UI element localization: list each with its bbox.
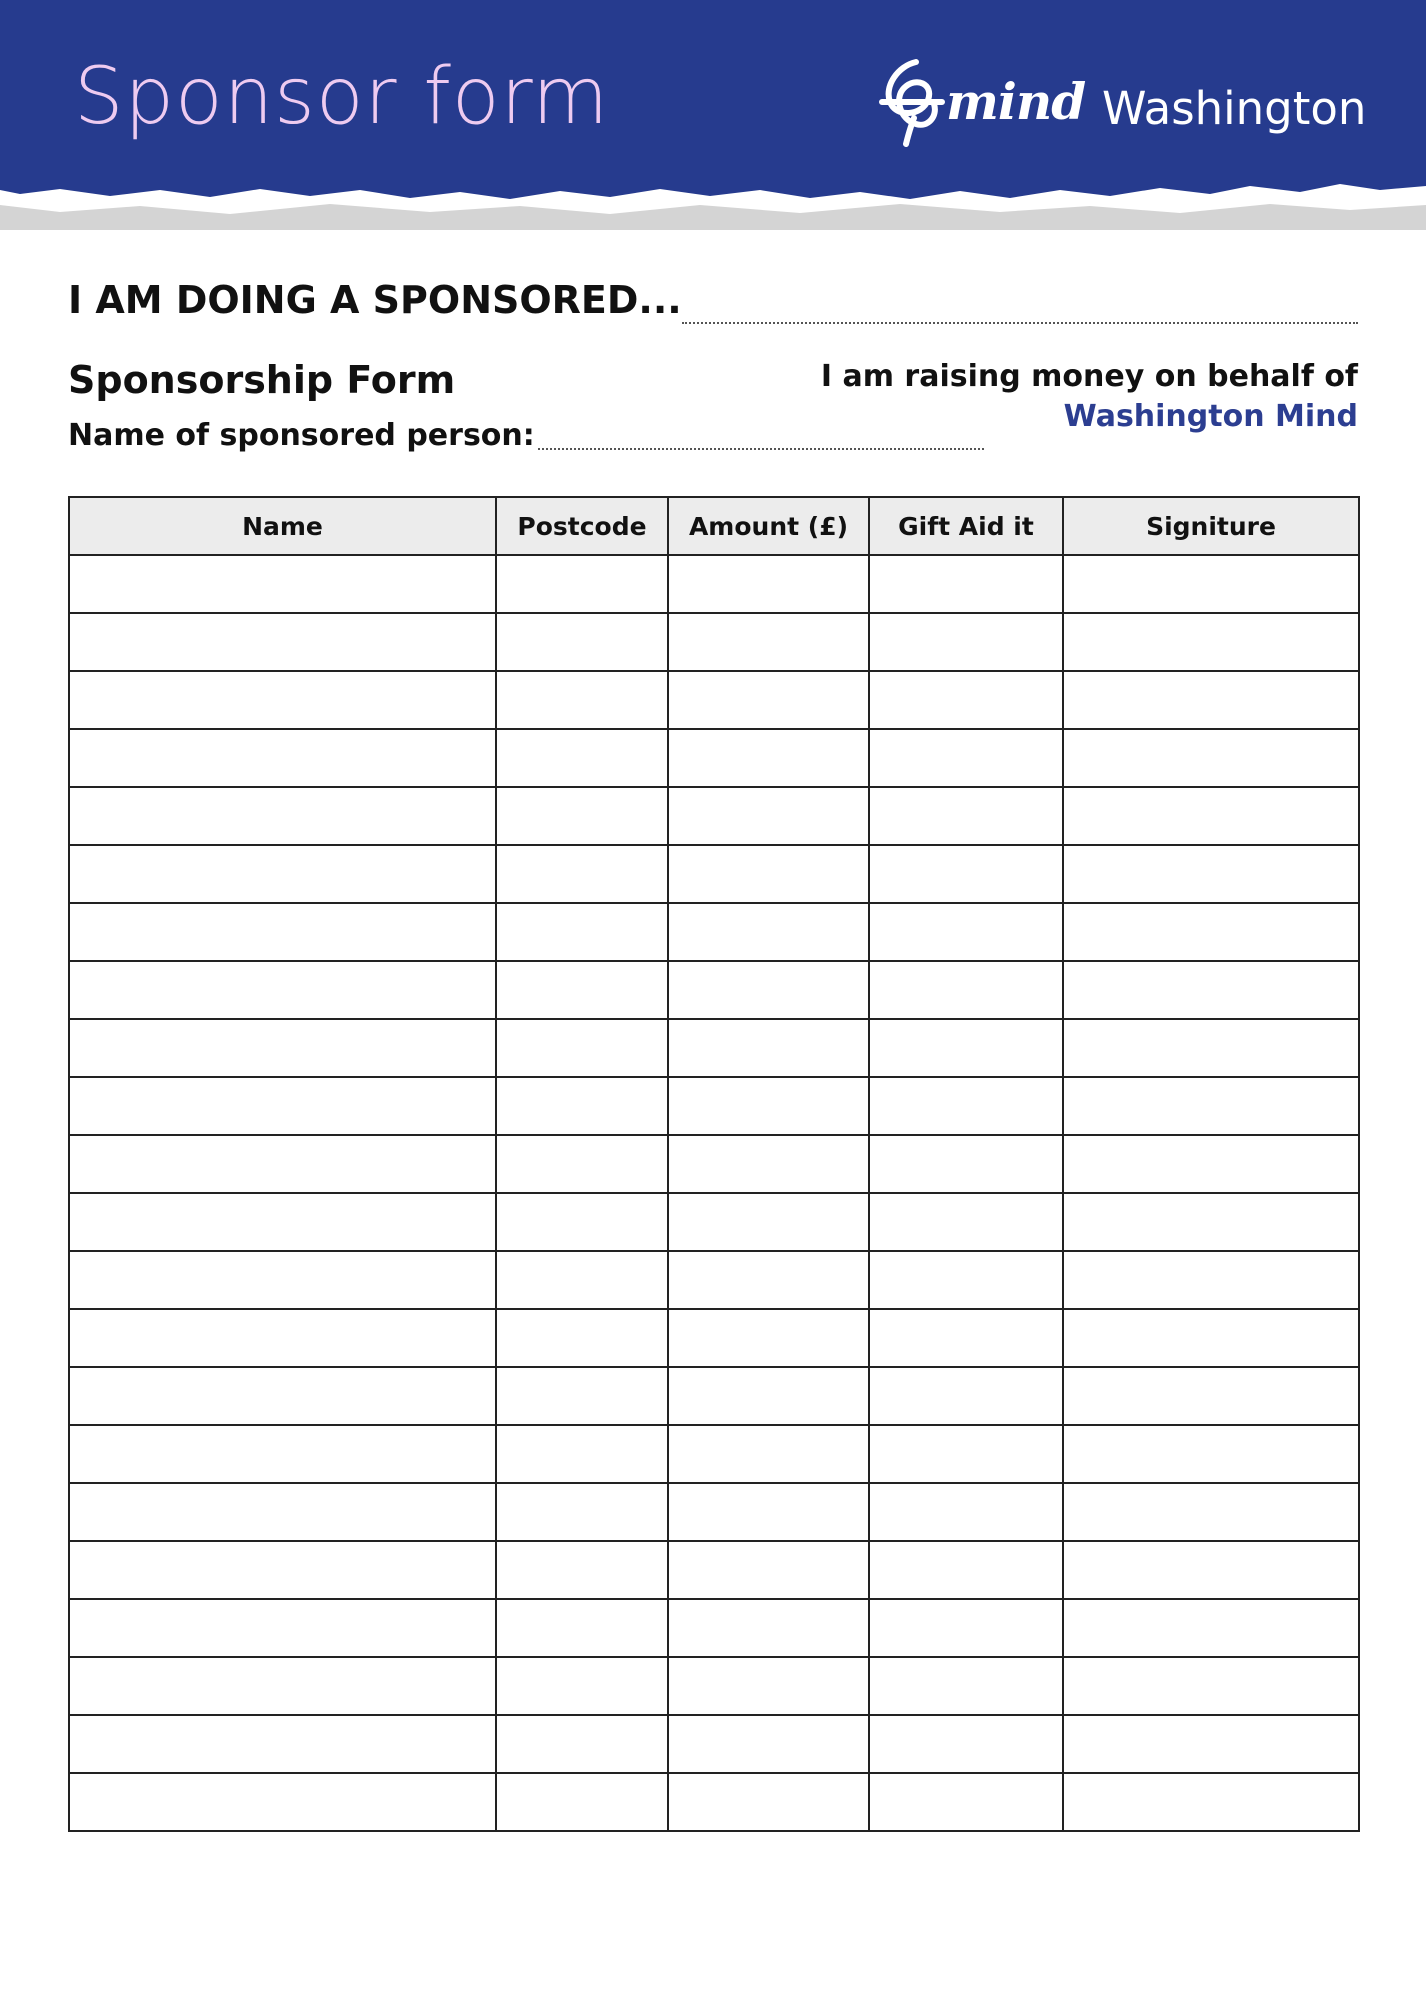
- table-row: [69, 671, 1359, 729]
- header-banner: [0, 0, 1426, 230]
- name-cell[interactable]: [69, 729, 496, 787]
- gift-aid-cell[interactable]: [869, 845, 1063, 903]
- name-cell[interactable]: [69, 1773, 496, 1831]
- postcode-cell[interactable]: [496, 1309, 668, 1367]
- postcode-cell[interactable]: [496, 903, 668, 961]
- gift-aid-cell[interactable]: [869, 1309, 1063, 1367]
- form-title: Sponsorship Form: [68, 358, 456, 402]
- name-cell[interactable]: [69, 1135, 496, 1193]
- gift-aid-cell[interactable]: [869, 729, 1063, 787]
- postcode-cell[interactable]: [496, 671, 668, 729]
- gift-aid-cell[interactable]: [869, 1425, 1063, 1483]
- mind-scribble-icon: [876, 58, 948, 148]
- signature-cell[interactable]: [1063, 845, 1359, 903]
- column-header-name: Name: [69, 497, 496, 555]
- signature-cell[interactable]: [1063, 1135, 1359, 1193]
- postcode-cell[interactable]: [496, 1251, 668, 1309]
- signature-cell[interactable]: [1063, 671, 1359, 729]
- amount-cell[interactable]: [668, 1135, 869, 1193]
- gift-aid-cell[interactable]: [869, 1251, 1063, 1309]
- signature-cell[interactable]: [1063, 555, 1359, 613]
- name-cell[interactable]: [69, 1541, 496, 1599]
- amount-cell[interactable]: [668, 1541, 869, 1599]
- postcode-cell[interactable]: [496, 1599, 668, 1657]
- amount-cell[interactable]: [668, 845, 869, 903]
- postcode-cell[interactable]: [496, 1483, 668, 1541]
- column-header-postcode: Postcode: [496, 497, 668, 555]
- amount-cell[interactable]: [668, 671, 869, 729]
- gift-aid-cell[interactable]: [869, 1135, 1063, 1193]
- signature-cell[interactable]: [1063, 1541, 1359, 1599]
- name-cell[interactable]: [69, 903, 496, 961]
- table-row: [69, 903, 1359, 961]
- signature-cell[interactable]: [1063, 1251, 1359, 1309]
- amount-cell[interactable]: [668, 1425, 869, 1483]
- table-row: [69, 1193, 1359, 1251]
- signature-cell[interactable]: [1063, 1715, 1359, 1773]
- gift-aid-cell[interactable]: [869, 787, 1063, 845]
- signature-cell[interactable]: [1063, 1019, 1359, 1077]
- signature-cell[interactable]: [1063, 787, 1359, 845]
- table-row: [69, 555, 1359, 613]
- signature-cell[interactable]: [1063, 613, 1359, 671]
- amount-cell[interactable]: [668, 1193, 869, 1251]
- amount-cell[interactable]: [668, 1715, 869, 1773]
- logo-place-text: Washington: [1102, 82, 1367, 135]
- gift-aid-cell[interactable]: [869, 1367, 1063, 1425]
- name-cell[interactable]: [69, 1251, 496, 1309]
- logo-mind-text: mind: [946, 72, 1086, 131]
- postcode-cell[interactable]: [496, 729, 668, 787]
- amount-cell[interactable]: [668, 1309, 869, 1367]
- raising-text: I am raising money on behalf of: [820, 359, 1358, 394]
- gift-aid-cell[interactable]: [869, 961, 1063, 1019]
- raising-on-behalf: [821, 357, 1358, 437]
- table-row: [69, 1135, 1359, 1193]
- mind-washington-logo: [876, 54, 1367, 154]
- signature-cell[interactable]: [1063, 1077, 1359, 1135]
- signature-cell[interactable]: [1063, 1193, 1359, 1251]
- name-cell[interactable]: [69, 1367, 496, 1425]
- amount-cell[interactable]: [668, 1599, 869, 1657]
- table-row: [69, 1077, 1359, 1135]
- gift-aid-cell[interactable]: [869, 1483, 1063, 1541]
- amount-cell[interactable]: [668, 787, 869, 845]
- amount-cell[interactable]: [668, 1483, 869, 1541]
- postcode-cell[interactable]: [496, 1657, 668, 1715]
- amount-cell[interactable]: [668, 613, 869, 671]
- postcode-cell[interactable]: [496, 1715, 668, 1773]
- gift-aid-cell[interactable]: [869, 1657, 1063, 1715]
- signature-cell[interactable]: [1063, 1367, 1359, 1425]
- amount-cell[interactable]: [668, 1367, 869, 1425]
- charity-name: Washington Mind: [1063, 399, 1358, 434]
- gift-aid-cell[interactable]: [869, 671, 1063, 729]
- signature-cell[interactable]: [1063, 1309, 1359, 1367]
- postcode-cell[interactable]: [496, 961, 668, 1019]
- name-cell[interactable]: [69, 1193, 496, 1251]
- gift-aid-cell[interactable]: [869, 1599, 1063, 1657]
- postcode-cell[interactable]: [496, 1425, 668, 1483]
- signature-cell[interactable]: [1063, 961, 1359, 1019]
- signature-cell[interactable]: [1063, 1599, 1359, 1657]
- table-row: [69, 1309, 1359, 1367]
- name-cell[interactable]: [69, 845, 496, 903]
- postcode-cell[interactable]: [496, 1135, 668, 1193]
- amount-cell[interactable]: [668, 729, 869, 787]
- gift-aid-cell[interactable]: [869, 1077, 1063, 1135]
- name-cell[interactable]: [69, 1657, 496, 1715]
- name-cell[interactable]: [69, 1309, 496, 1367]
- name-cell[interactable]: [69, 1715, 496, 1773]
- name-cell[interactable]: [69, 1077, 496, 1135]
- name-cell[interactable]: [69, 1019, 496, 1077]
- postcode-cell[interactable]: [496, 1019, 668, 1077]
- name-cell[interactable]: [69, 1599, 496, 1657]
- gift-aid-cell[interactable]: [869, 903, 1063, 961]
- table-row: [69, 1483, 1359, 1541]
- gift-aid-cell[interactable]: [869, 1541, 1063, 1599]
- table-row: [69, 1367, 1359, 1425]
- table-row: [69, 787, 1359, 845]
- amount-cell[interactable]: [668, 1077, 869, 1135]
- table-row: [69, 845, 1359, 903]
- signature-cell[interactable]: [1063, 1657, 1359, 1715]
- sponsor-table: [68, 496, 1360, 1832]
- amount-cell[interactable]: [668, 1251, 869, 1309]
- postcode-cell[interactable]: [496, 1193, 668, 1251]
- name-cell[interactable]: [69, 613, 496, 671]
- name-cell[interactable]: [69, 1425, 496, 1483]
- postcode-cell[interactable]: [496, 555, 668, 613]
- table-row: [69, 1599, 1359, 1657]
- gift-aid-cell[interactable]: [869, 1773, 1063, 1831]
- sponsored-heading: I AM DOING A SPONSORED...: [68, 278, 682, 322]
- column-header-amount: Amount (£): [668, 497, 869, 555]
- name-cell[interactable]: [69, 671, 496, 729]
- table-row: [69, 1715, 1359, 1773]
- gift-aid-cell[interactable]: [869, 613, 1063, 671]
- name-cell[interactable]: [69, 961, 496, 1019]
- signature-cell[interactable]: [1063, 1773, 1359, 1831]
- amount-cell[interactable]: [668, 1773, 869, 1831]
- amount-cell[interactable]: [668, 1657, 869, 1715]
- postcode-cell[interactable]: [496, 1773, 668, 1831]
- table-row: [69, 961, 1359, 1019]
- gift-aid-cell[interactable]: [869, 1019, 1063, 1077]
- sponsored-person-line[interactable]: [538, 448, 984, 450]
- table-row: [69, 613, 1359, 671]
- name-cell[interactable]: [69, 787, 496, 845]
- amount-cell[interactable]: [668, 961, 869, 1019]
- postcode-cell[interactable]: [496, 845, 668, 903]
- signature-cell[interactable]: [1063, 1483, 1359, 1541]
- postcode-cell[interactable]: [496, 1077, 668, 1135]
- table-row: [69, 1251, 1359, 1309]
- gift-aid-cell[interactable]: [869, 1715, 1063, 1773]
- name-cell[interactable]: [69, 555, 496, 613]
- table-row: [69, 729, 1359, 787]
- postcode-cell[interactable]: [496, 1367, 668, 1425]
- table-row: [69, 1019, 1359, 1077]
- signature-cell[interactable]: [1063, 903, 1359, 961]
- column-header-signature: Signiture: [1063, 497, 1359, 555]
- signature-cell[interactable]: [1063, 729, 1359, 787]
- table-row: [69, 1541, 1359, 1599]
- amount-cell[interactable]: [668, 903, 869, 961]
- name-cell[interactable]: [69, 1483, 496, 1541]
- signature-cell[interactable]: [1063, 1425, 1359, 1483]
- gift-aid-cell[interactable]: [869, 555, 1063, 613]
- postcode-cell[interactable]: [496, 613, 668, 671]
- amount-cell[interactable]: [668, 555, 869, 613]
- sponsored-activity-line[interactable]: [682, 322, 1358, 324]
- table-row: [69, 1425, 1359, 1483]
- table-row: [69, 1657, 1359, 1715]
- postcode-cell[interactable]: [496, 787, 668, 845]
- page-title: Sponsor form: [74, 52, 610, 142]
- column-header-gift-aid: Gift Aid it: [869, 497, 1063, 555]
- table-row: [69, 1773, 1359, 1831]
- gift-aid-cell[interactable]: [869, 1193, 1063, 1251]
- amount-cell[interactable]: [668, 1019, 869, 1077]
- table-header-row: [69, 497, 1359, 555]
- postcode-cell[interactable]: [496, 1541, 668, 1599]
- sponsored-person-label: Name of sponsored person:: [68, 418, 535, 453]
